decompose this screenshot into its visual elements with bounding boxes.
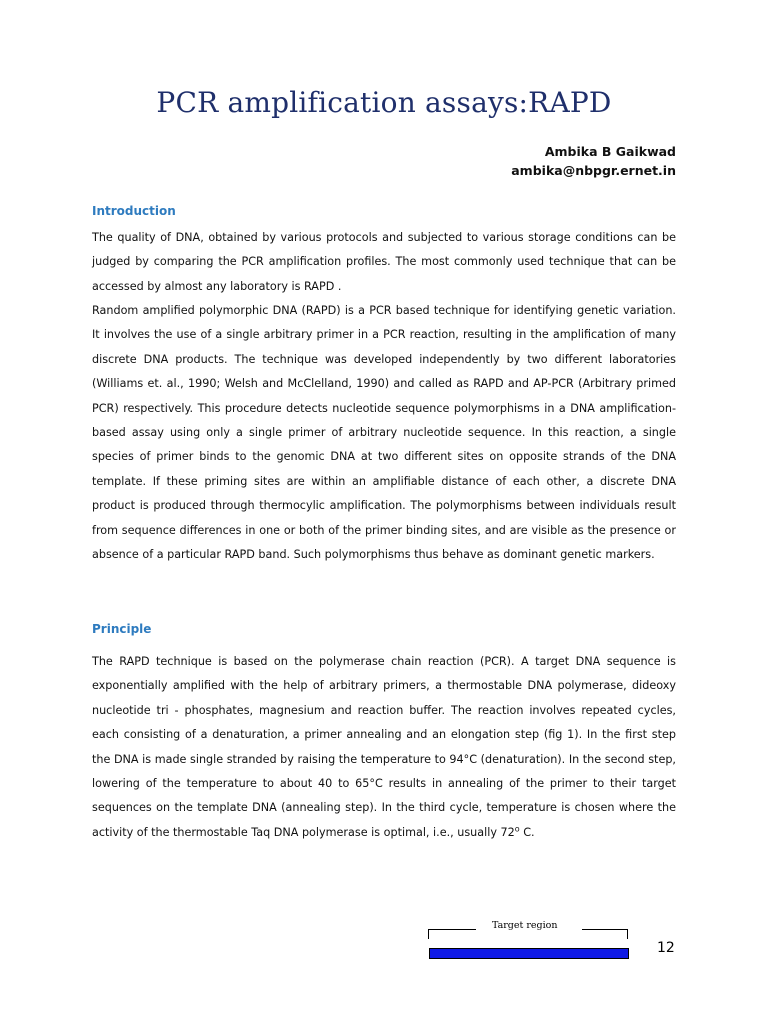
introduction-paragraph-2: Random amplified polymorphic DNA (RAPD) is a PCR based technique for identifying genetic variation. It involves the use of a single arbitrary primer in a PCR reaction, resulting in the amplification of many discrete DNA products. The technique was developed independently by two different laboratories (Williams et. al., 1990; Welsh and McClelland, 1990) and called as RAPD and AP-PCR (Arbitrary primed PCR) respectively. This procedure detects nucleotide sequence polymorphisms in a DNA amplification-based assay using only a single primer of arbitrary nucleotide sequence. In this reaction, a single species of primer binds to the genomic DNA at two different sites on opposite strands of the DNA template. If these priming sites are within an amplifiable distance of each other, a discrete DNA product is produced through thermocylic amplification. The polymorphisms between individuals result from sequence differences in one or both of the primer binding sites, and are visible as the presence or absence of a particular RAPD band. Such polymorphisms thus behave as dominant genetic markers.: [92, 304, 676, 562]
principle-paragraph: [92, 650, 676, 845]
figure-tick-right: [627, 929, 628, 939]
figure-line-left: [428, 929, 476, 930]
figure-tick-left: [428, 929, 429, 939]
page-number: 12: [657, 940, 675, 956]
introduction-paragraph-1: The quality of DNA, obtained by various protocols and subjected to various storage conditions can be judged by comparing the PCR amplification profiles. The most commonly used technique that can be accessed by almost any laboratory is RAPD .: [92, 231, 676, 293]
degree-superscript: o: [514, 824, 520, 834]
page-title: PCR amplification assays:RAPD: [156, 86, 612, 119]
figure-label: Target region: [492, 920, 558, 931]
principle-text: The RAPD technique is based on the polymerase chain reaction (PCR). A target DNA sequence is exponentially amplified with the help of arbitrary primers, a thermostable DNA polymerase, dideoxy nucleotide tri - phosphates, magnesium and reaction buffer. The reaction involves repeated cycles, each consisting of a denaturation, a primer annealing and an elongation step (fig 1). In the first step the DNA is made single stranded by raising the temperature to 94°C (denaturation). In the second step, lowering of the temperature to about 40 to 65°C results in annealing of the primer to their target sequences on the template DNA (annealing step). In the third cycle, temperature is chosen where the activity of the thermostable Taq DNA polymerase is optimal, i.e., usually 72: [92, 655, 676, 839]
dna-template-bar: [429, 948, 629, 959]
figure-line-right: [582, 929, 628, 930]
target-region-figure: [428, 916, 628, 962]
author-email: ambika@nbpgr.ernet.in: [511, 163, 676, 178]
author-block: [511, 142, 676, 180]
author-name: Ambika B Gaikwad: [544, 144, 676, 159]
introduction-heading: Introduction: [92, 204, 176, 218]
principle-text-end: C.: [519, 825, 535, 839]
principle-heading: Principle: [92, 622, 152, 636]
